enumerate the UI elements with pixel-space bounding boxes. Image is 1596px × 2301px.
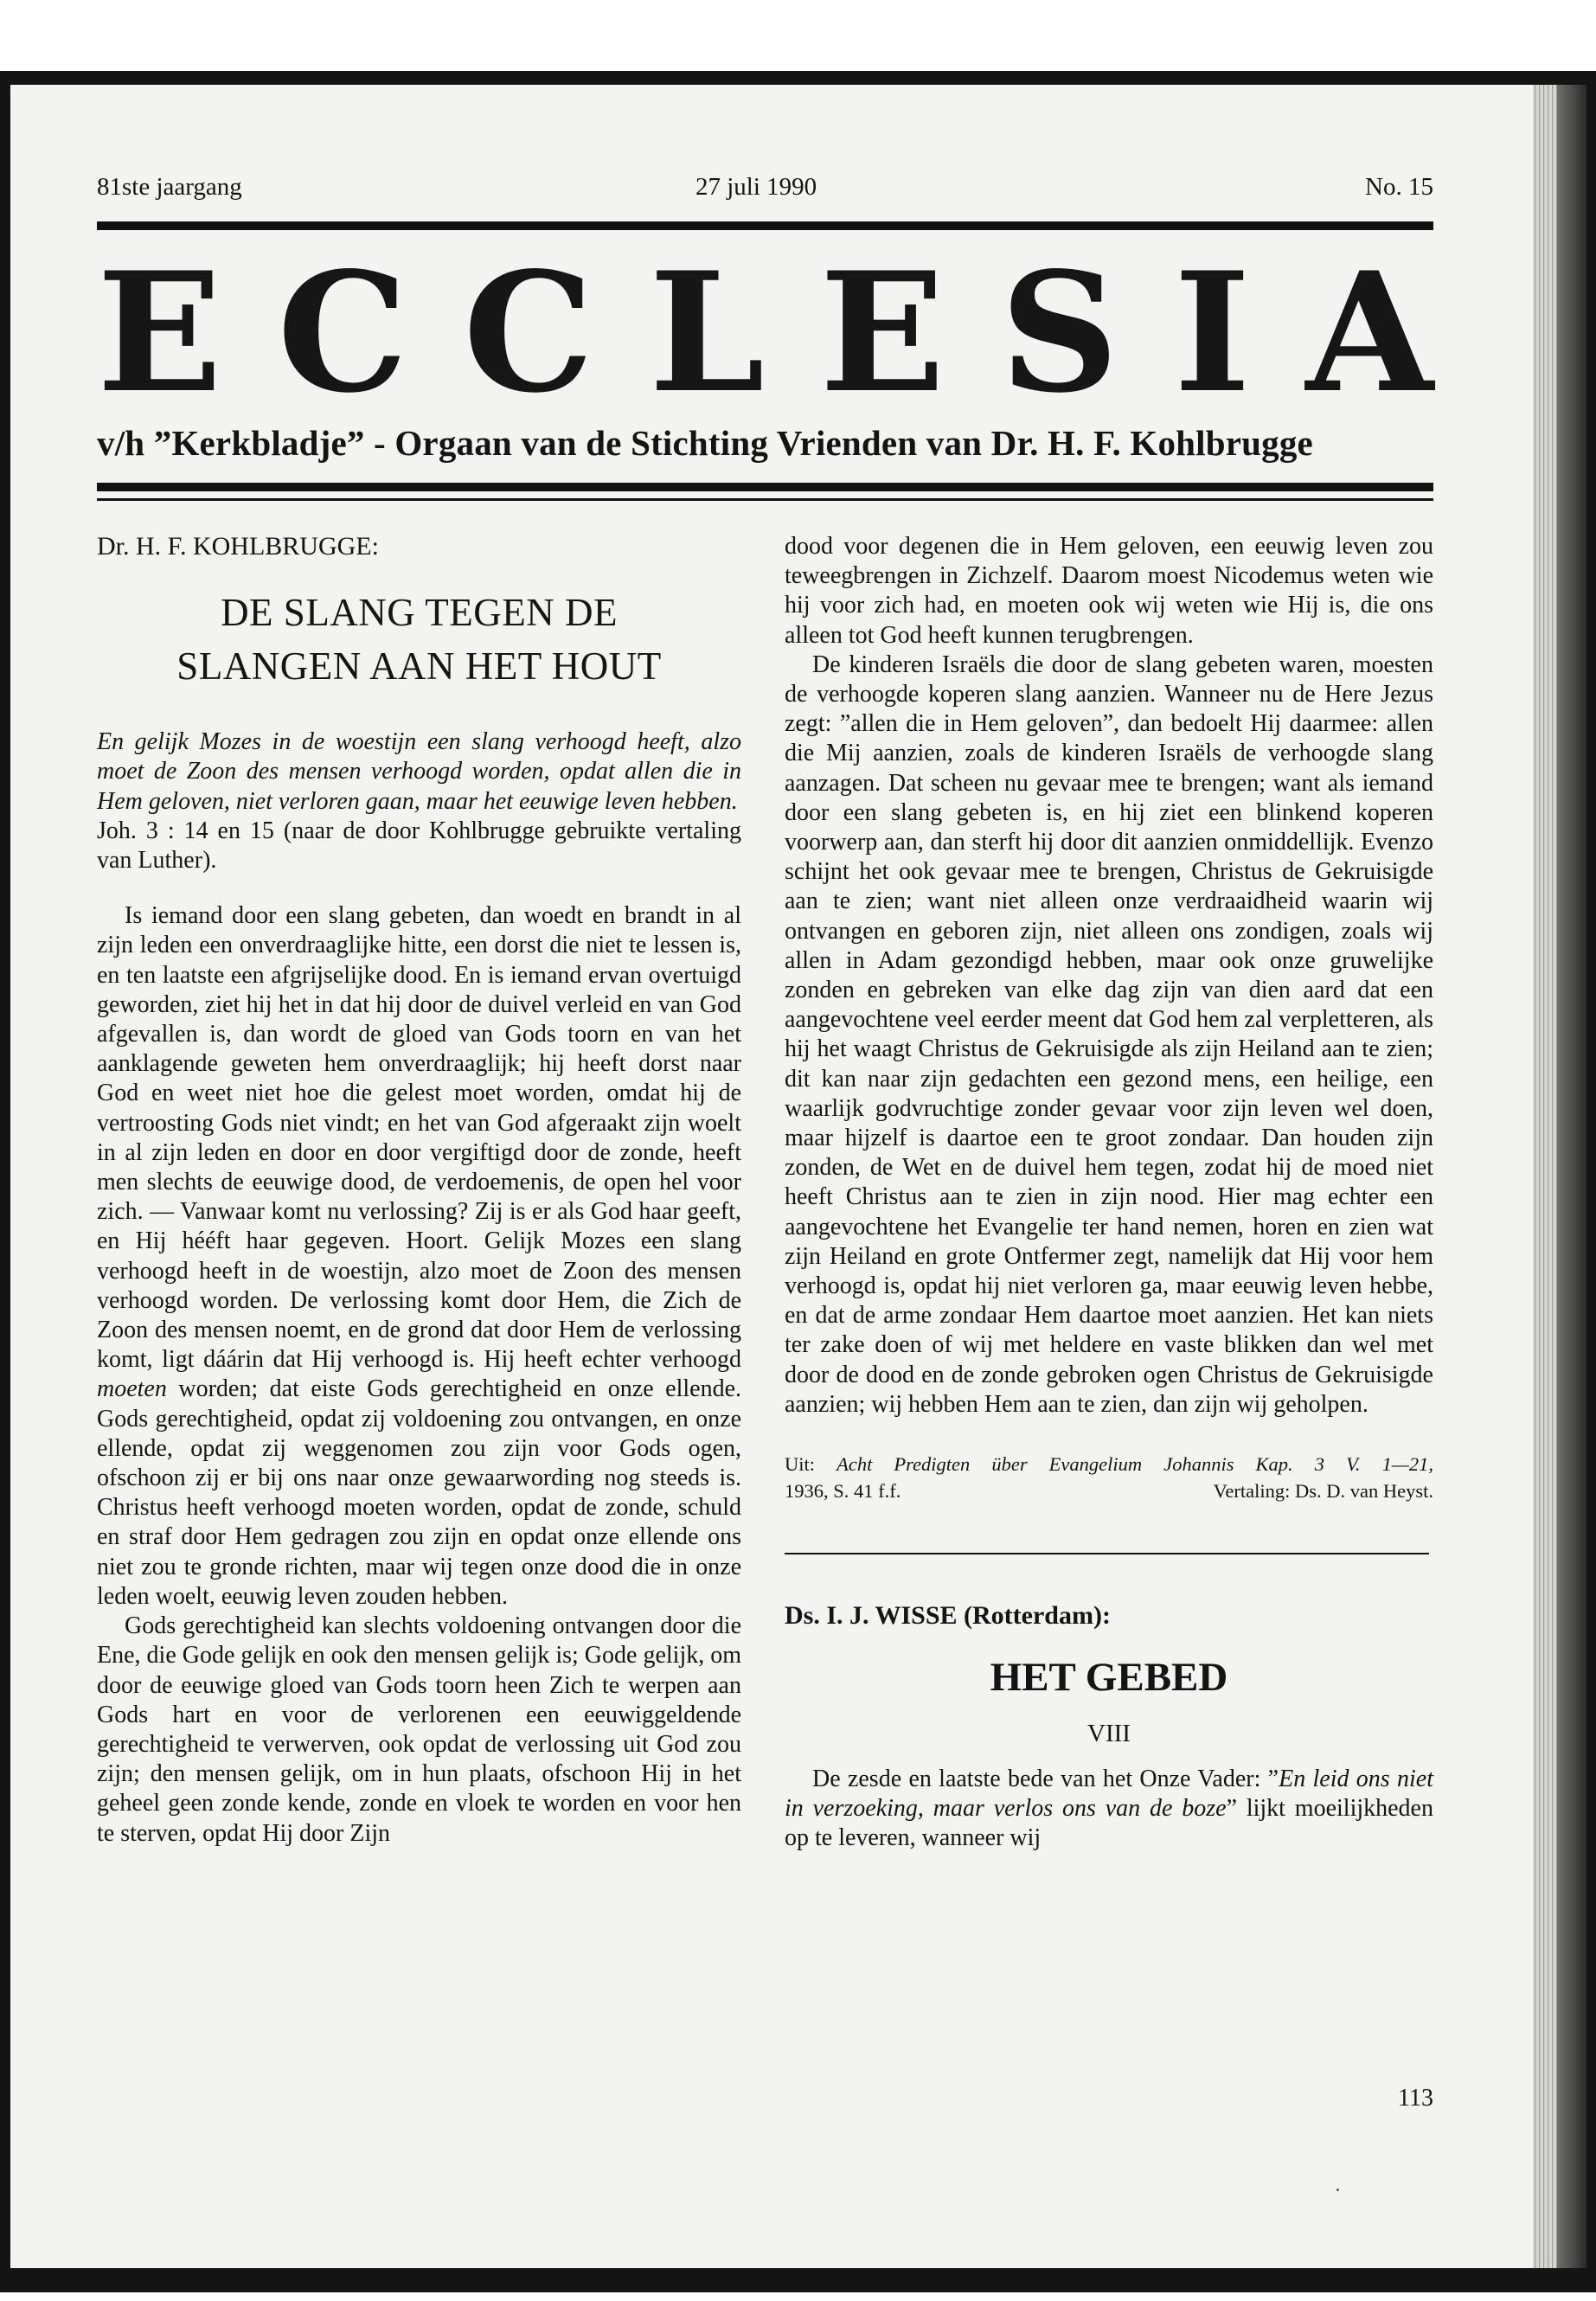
source-prefix: Uit: bbox=[785, 1453, 816, 1476]
article1-headline-line1: DE SLANG TEGEN DE bbox=[221, 591, 618, 635]
article2-headline: HET GEBED bbox=[990, 1655, 1228, 1701]
masthead-rule-top bbox=[97, 221, 1433, 230]
paragraph-text: De zesde en laatste bede van het Onze Vader: ” bbox=[812, 1765, 1279, 1792]
title-letter: L bbox=[649, 236, 765, 429]
magazine-title bbox=[97, 236, 1433, 429]
left-column bbox=[97, 532, 741, 1849]
emphasis-text: moeten bbox=[97, 1375, 167, 1403]
article2-paragraph bbox=[785, 1765, 1433, 1854]
title-letter: C bbox=[463, 236, 594, 429]
paragraph-text: worden; dat eiste Gods gerechtigheid en onze ellende. Gods gerechtigheid, opdat zij voldoening zou ontvangen, en onze ellende, opdat zij weggenomen zou zijn voor Gods ogen, ofschoon zij er bij ons naar onze gewaarwording nog steeds is. Christus heeft verhoogd moeten worden, opdat de zonde, schuld en straf door Hem gedragen zou zijn en opdat onze ellende ons niet zou te gronde richten, maar wij tegen onze dood die in onze leden woelt, eeuwig leven zouden hebben. bbox=[97, 1375, 741, 1610]
article1-author: Dr. H. F. KOHLBRUGGE: bbox=[97, 532, 379, 561]
paragraph-text: Is iemand door een slang gebeten, dan woedt en brandt in al zijn leden een onverdraaglijke hitte, een dorst die niet te lessen is, en ten laatste een afgrijselijke dood. En is iemand ervan overtuigd geworden, ziet hij het in dat hij door de duivel verleid en van God afgevallen is, dan wordt de gloed van Gods toorn en van het aanklagende geweten hem onverdraaglijk; hij heeft dorst naar God en weet niet hoe die gelest moet worden, omdat hij de vertroosting Gods niet vindt; en het van God afgeraakt zijn woelt in al zijn leden en door en door vergiftigd door de zonde, heeft men slechts de eeuwige dood, de verdoemenis, de open hel voor zich. — Vanwaar komt nu verlossing? Zij is er als God haar geeft, en Hij hééft haar gegeven. Hoort. Gelijk Mozes een slang verhoogd heeft in de woestijn, alzo moet de Zoon des mensen verhoogd worden. De verlossing komt door Hem, die Zich de Zoon des mensen noemt, en de grond dat door Hem de verlossing komt, ligt dáárin dat Hij verhoogd is. Hij heeft echter verhoogd bbox=[97, 902, 741, 1374]
article1-headline bbox=[97, 586, 741, 693]
issue-date: 27 juli 1990 bbox=[695, 173, 817, 201]
masthead-meta bbox=[97, 173, 1433, 208]
scan-background bbox=[0, 0, 1596, 71]
article1-headline-line2: SLANGEN AAN HET HOUT bbox=[176, 644, 662, 689]
spine-shadow bbox=[1557, 85, 1586, 2268]
title-letter: E bbox=[97, 236, 222, 429]
title-letter: S bbox=[1000, 236, 1119, 429]
title-letter: I bbox=[1173, 236, 1251, 429]
article-divider bbox=[785, 1553, 1429, 1554]
title-letter: C bbox=[277, 236, 408, 429]
source-year: 1936, S. 41 f.f. bbox=[785, 1480, 901, 1503]
article1-motto: En gelijk Mozes in de woestijn een slang verhoogd heeft, alzo moet de Zoon des mensen verhoogd worden, opdat allen die in Hem geloven, niet verloren gaan, maar het eeuwige leven hebben. bbox=[97, 728, 741, 815]
article1-paragraph bbox=[97, 901, 741, 1612]
article2-part: VIII bbox=[1087, 1720, 1131, 1748]
volume-label: 81ste jaargang bbox=[97, 173, 242, 201]
page-number: 113 bbox=[1398, 2085, 1433, 2112]
article1-motto-reference: Joh. 3 : 14 en 15 (naar de door Kohlbrugge gebruikte vertaling van Luther). bbox=[97, 817, 741, 875]
translation-credit: Vertaling: Ds. D. van Heyst. bbox=[1213, 1480, 1433, 1503]
emphasis-text: En leid ons niet in verzoeking, maar verlos ons van de boze bbox=[785, 1765, 1433, 1822]
masthead-rule-thin bbox=[97, 498, 1433, 501]
issue-number: No. 15 bbox=[1365, 173, 1433, 201]
title-letter: A bbox=[1305, 236, 1433, 429]
title-letter: E bbox=[819, 236, 945, 429]
article1-source bbox=[785, 1451, 1433, 1504]
article2-author: Ds. I. J. WISSE (Rotterdam): bbox=[785, 1601, 1111, 1631]
source-title: Acht Predigten über Evangelium Johannis Kap. 3 V. 1—21, bbox=[836, 1453, 1434, 1476]
book-spine bbox=[1533, 85, 1557, 2268]
paragraph-text: ” lijkt moeilijkheden op te leveren, wanneer wij bbox=[785, 1794, 1433, 1851]
article1-paragraph: Gods gerechtigheid kan slechts voldoening ontvangen door die Ene, die Gode gelijk en ook den mensen gelijk is; Gode gelijk, om door de eeuwige gloed van Gods toorn heen Zich te werpen aan Gods hart en voor de verlorenen een eeuwiggeldende gerechtigheid te verwerven, ook opdat de verlossing uit God zou zijn; den mensen gelijk, om in hun plaats, ofschoon Hij in het geheel geen zonde kende, zonde en vloek te worden en voor hen te sterven, opdat Hij door Zijn bbox=[97, 1612, 741, 1847]
magazine-subtitle: v/h ”Kerkbladje” - Orgaan van de Stichting Vrienden van Dr. H. F. Kohlbrugge bbox=[97, 423, 1313, 463]
article1-paragraph: De kinderen Israëls die door de slang gebeten waren, moesten de verhoogde koperen slang aanzien. Wanneer nu de Here Jezus zegt: ”allen die in Hem geloven”, dan bedoelt Hij daarmee: allen die Mij aanzien, zoals de kinderen Israëls de verhoogde slang aanzagen. Dat scheen nu gevaar mee te brengen; want als iemand door een slang gebeten is, en hij ziet een blinkend koperen voorwerp aan, dan sterft hij door dit aanzien onmiddellijk. Evenzo schijnt het ook gevaar mee te brengen, Christus de Gekruisigde aan te zien; want niet alleen onze verdraaidheid waarin wij ontvangen en geboren zijn, niet alleen ons zondigen, zoals wij allen in Adam gezondigd hebben, maar ook onze gruwelijke zonden en gebreken van elke dag zijn van dien aard dat een aangevochtene veel eerder meent dat God hem zal verpletteren, als hij het waagt Christus de Gekruisigde als zijn Heiland aan te zien; dit kan naar zijn gedachten een gezond mens, een heilige, een waarlijk godvruchtige zonder gevaar voor zijn leven wel doen, maar hijzelf is daartoe een te groot zondaar. Dan houden zijn zonden, de Wet en de duivel hem tegen, zodat hij de moed niet heeft Christus aan te zien in zijn nood. Hier mag echter een aangevochtene het Evangelie ter hand nemen, horen en zien wat zijn Heiland en grote Ontfermer zegt, namelijk dat Hij voor hem verhoogd is, opdat hij niet verloren ga, maar eeuwig leven hebbe, en dat de arme zondaar Hem daartoe moet aanzien. Het kan niets ter zake doen of wij met heldere en vaste blikken dan wel met door de dood en de zonde gebroken ogen Christus de Gekruisigde aanzien; wij hebben Hem aan te zien, dan zijn wij geholpen. bbox=[785, 651, 1433, 1418]
right-column bbox=[785, 532, 1433, 1853]
scan-speck bbox=[1336, 2189, 1339, 2191]
masthead-rule-bottom bbox=[97, 483, 1433, 491]
article1-paragraph: dood voor degenen die in Hem geloven, een eeuwig leven zou teweegbrengen in Zichzelf. Daarom moest Nicodemus weten wie hij voor zich had, en moeten ook wij weten wie Hij is, die ons alleen tot God heeft kunnen terugbrengen. bbox=[785, 533, 1433, 649]
